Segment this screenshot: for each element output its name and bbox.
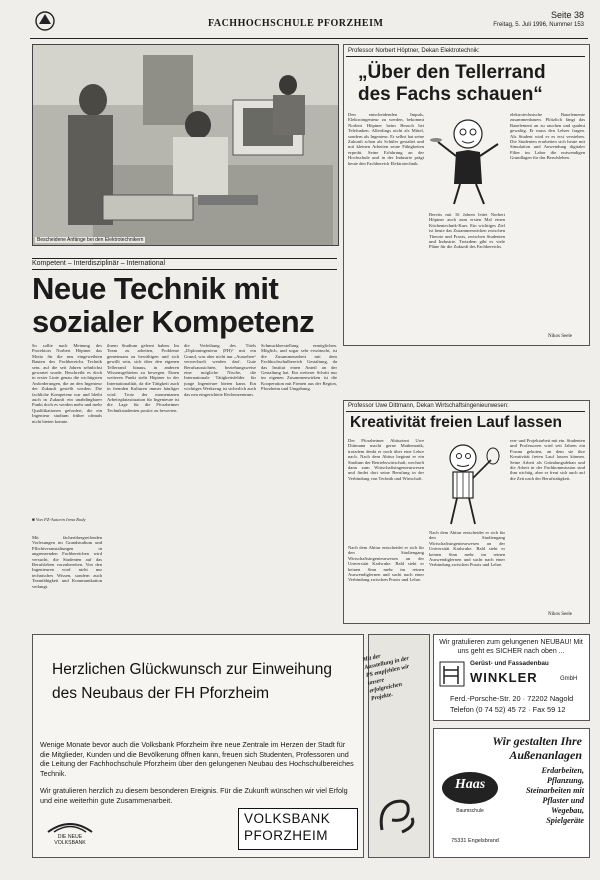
article-author: ■ Von FZ-Autorin Irma Rody <box>32 517 86 522</box>
article-body-col3: die Verleihung des Titels „Diplomingenieur (FH)“ mit ein Grund, was aber nicht nur „Aussehen“ verwechselt werden darf. Gute Berufsaussichten, beziehungsweise eine mögliche Nische, die Internationale Tätigkeitsfelder für junge Ingenieure bieten kann. Ein wichtiges Werkzeug ist sicherlich auch das neu eingerichtete Rechenzentrum. <box>184 343 256 397</box>
news-photo <box>32 44 339 246</box>
kreativitaet-headline: Kreativität freien Lauf lassen <box>350 414 562 431</box>
winkler-name: WINKLER <box>470 670 538 685</box>
tellerrand-headline: „Über den Tellerrand des Fachs schauen“ <box>358 62 546 105</box>
tellerrand-body-col2: Bereits mit 16 Jahren leitet Norbert Höptner auch zum ersten Mal einen Küchentechnik-Kurs. Ein wichtiges Ziel ist heute das Zusammenwirken zwischen Theorie und Praxis, zwischen Studenten und Industrie. Trotzdem gibt es viele Pläne für die Zukunft des Fachbereichs. <box>429 212 505 250</box>
kreativitaet-cartoon <box>429 438 505 528</box>
kreativitaet-body-col2: Nach dem Abitur entscheidet er sich für den Studiengang Wirtschaftsingenieurwesen an der Universität Karlsruhe. Bald sieht er keinen Sinn mehr im reinen Auswendiglernen und sucht nach einer Verbindung zwischen Praxis und Lehre. <box>429 530 505 568</box>
article-body-col4: Schmuckherstellung ermöglichen. Möglich, und sogar sehr erwünscht, ist die Zusammenarbeit mit dem Fachhochschulbereich Gestaltung, da das Institut einen Anteil an der Gestaltung hat. Ein weiterer Schritt nur im eigenen Zusammenwirken ist die Kooperation mit Firmen aus der Region, Pforzheim und Umgebung. <box>261 343 337 392</box>
kreativitaet-body-col1b: Nach dem Abitur entscheidet er sich für den Studiengang Wirtschaftsingenieurwesen an der Universität Karlsruhe. Bald sieht er keinen Sinn mehr im reinen Auswendiglernen und sucht nach einer Verbindung zwischen Praxis und Lehre. <box>348 545 424 583</box>
tellerrand-byline: Professor Norbert Höptner, Dekan Elektrotechnik: <box>348 48 480 54</box>
article-body-col2: ihrem Studium gelernt haben. Im Team zu arbeiten, Probleme gemeinsam zu bewältigen und sich gewillt sein, sich über den eigenen Tellerrand hinaus, in anderen Wissensgebieten zu bewegen. Einen weiteren Punkt sieht Höptner in der Internationalität, da die Tätigkeit auch in fremden Kulturen immer häufiger wird. Trotz der momentanen Arbeitsplatzsituation für Ingenieure ist die Lage für die Pforzheimer Technikstudenten positiv zu bewerten. <box>107 343 179 413</box>
haas-logo-box <box>440 766 500 826</box>
page-number: Seite 38 <box>550 10 584 20</box>
volksbank-ad-text: Wenige Monate bevor auch die Volksbank Pforzheim ihre neue Zentrale im Herzen der Stadt für die Mitglieder, Kunden und die Bevölkerung öffnen kann, freuen sich Studenten, Professoren und die Leitung der Fachhochschule Pforzheim über den gelungenen Neubau des Hochschulbereiches Technik. <box>40 740 354 778</box>
winkler-intro: Wir gratulieren zum gelungenen NEUBAU! Mit uns geht es SICHER nach oben ... <box>439 639 583 655</box>
article-headline: Neue Technik mit sozialer Kompetenz <box>32 271 315 339</box>
article-body-col1b: Mit fächerübergreifenden Vorlesungen im Grundstudium und Pflichtveranstaltungen in angrenzenden Fachbereichen wird versucht, die Studenten auf das Berufsleben vorzubereiten. Von den Ingenieuren wird nicht nur technisches Wissen, sondern auch Teamfähigkeit und Kommunikation verlangt. <box>32 535 102 589</box>
volksbank-small-logo <box>40 820 100 852</box>
haas-logo-text: Haas <box>454 777 486 792</box>
winkler-logo-icon <box>438 660 466 688</box>
kreativitaet-byline: Professor Uwe Dittmann, Dekan Wirtschaftsingenieurwesen: <box>348 403 509 409</box>
photo-caption: Bescheidene Anfänge bei den Elektrotechnikern <box>37 237 144 243</box>
volksbank-logo-text: VOLKSBANK PFORZHEIM <box>244 811 331 843</box>
volksbank-ad-title: Herzlichen Glückwunsch zur Einweihung des Neubaus der FH Pforzheim <box>52 661 332 702</box>
winkler-trade: Gerüst- und Fassadenbau <box>470 660 549 667</box>
newspaper-logo-icon <box>34 10 56 32</box>
cartoon-illustration <box>430 112 506 208</box>
volksbank-small-logo-text: DIE NEUE VOLKSBANK <box>54 834 86 846</box>
winkler-suffix: GmbH <box>560 676 578 682</box>
kreativitaet-body-col1: Der Pforzheimer Abiturient Uwe Dittmann macht gerne Mathematik, trotzdem denkt er noch über eine Lehre nach. Nach dem Abitur beginnt er ein Studium der Betriebswirtschaft, wechselt dann zum Wirtschaftsingenieurwesen und findet dort seine Berufung in der Verbindung von Technik und Wirtschaft. <box>348 438 424 481</box>
tellerrand-signature: Nikos Seele <box>548 334 573 339</box>
article-kicker: Kompetent – Interdisziplinär – International <box>32 260 166 267</box>
haas-headline: Wir gestalten Ihre Außenanlagen <box>492 734 582 762</box>
middle-ad-text: Mit der Ausstellung in der PS empfehlen wir unsere erfolgreichen Projekte. <box>362 653 410 703</box>
dateline: Freitag, 5. Juli 1996, Nummer 153 <box>493 22 584 28</box>
haas-sub: Baumschule <box>456 808 484 814</box>
winkler-address: Ferd.-Porsche-Str. 20 · 72202 Nagold <box>450 694 574 703</box>
volksbank-ad-wish: Wir gratulieren herzlich zu diesem besonderen Ereignis. Für die Zukunft wünschen wir viel Erfolg und eine weiterhin gute Zusammenarbeit. <box>40 786 348 805</box>
haas-services: Erdarbeiten, Pflanzung, Steinarbeiten mit Pflaster und Wegebau, Spielgeräte <box>525 766 584 825</box>
winkler-phone: Telefon (0 74 52) 45 72 · Fax 59 12 <box>450 705 566 714</box>
page-header <box>30 8 590 38</box>
kreativitaet-signature: Nikos Seele <box>548 612 573 617</box>
kreativitaet-body-col3: ren- und Projektarbeit mit ein. Studenten und Professoren wird seit Jahren ein Forum geboten, an dem sie ihre Kreativität freien Lauf lassen können. Seine Arbeit als Gründungsdekan und die Arbeit in der Fachkommission sind ihm wichtig, aber er freut sich auch auf die Zeit nach der Berufstätigkeit. <box>510 438 585 481</box>
haas-city: 75331 Engelsbrand <box>451 838 499 844</box>
tellerrand-body-col3: elektrotechnische Bauelemente zusammenbauen. Plötzlich fängt das Bauelement an zu rauchen und qualmt gewaltig. Er muss den Lehrer fragen. Als Student wird er es erst verstehen. Die Studenten erarbeiten sich heute mit Simulation und Anwendung digitaler Filter im Labor die notwendigen Grundlagen für das Berufsleben. <box>510 112 585 161</box>
article-body-col1: So sollte nach Meinung des Prorektors Norbert Höptner das Motto für die neu eingeweihten Bauten des Fachbereichs Technik sein, auf die seit Jahren sehnlichst gewartet wurde. Beschreibt es doch in erster Linie genau die wichtigsten Anforderungen, die an den Ingenieur der Zukunft gestellt werden. Die fachliche Kompetenz war und bleibt auch in Zukunft ein unabdingbarer Punkt doch es werden mehr und mehr Qualifikationen gefordert, die ein Ingenieur studium früher oftmals nicht bieten konnte. <box>32 343 102 424</box>
middle-ad-logo-icon <box>372 790 424 842</box>
section-title: FACHHOCHSCHULE PFORZHEIM <box>208 18 384 29</box>
tellerrand-body-col1: Den entscheidenden Impuls, Elektroingenieur zu werden, bekommt Norbert Höptner beim Besuch bei Telefunken. Allerdings nicht als Mittel, sondern als Ingenieur. Er selbst hat seine Zukunft schon als Schüler gestaltet und mit kleinen Arbeiten seine Fähigkeiten erprobt. Seine Erfahrung an der Hochschule und in der Industrie prägt heute den Fachbereich Elektrotechnik. <box>348 112 424 166</box>
